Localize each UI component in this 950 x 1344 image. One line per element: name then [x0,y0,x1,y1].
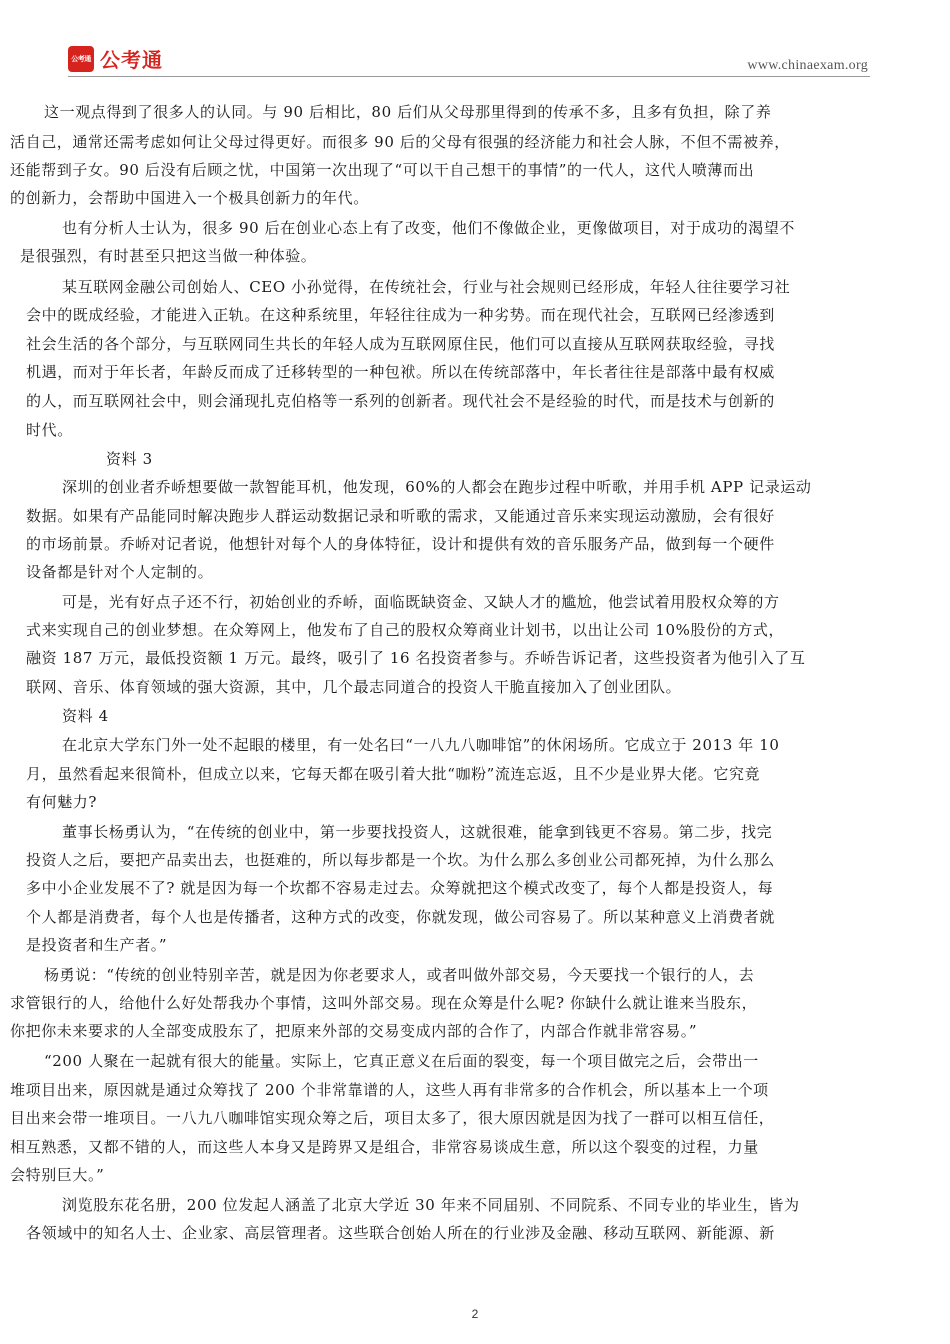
text-line: 董事长杨勇认为，“在传统的创业中，第一步要找投资人，这就很难，能拿到钱更不容易。第二步，找完 [62,823,773,841]
text-line: 深圳的创业者乔峤想要做一款智能耳机，他发现，60%的人都会在跑步过程中听歌，并用手机 APP 记录运动 [62,478,812,496]
logo-badge-icon: 公考通 [68,46,94,72]
text-line: 多中小企业发展不了? 就是因为每一个坎都不容易走过去。众筹就把这个模式改变了，每个人都是投资人，每 [26,879,774,897]
section-heading-3: 资料 3 [106,450,153,468]
page-number: 2 [471,1307,479,1321]
text-line: 活自己，通常还需考虑如何让父母过得更好。而很多 90 后的父母有很强的经济能力和社会人脉，不但不需被养， [10,133,790,151]
text-line: 堆项目出来，原因就是通过众筹找了 200 个非常靠谱的人，这些人再有非常多的合作机会，所以基本上一个项 [10,1081,769,1099]
text-line: 浏览股东花名册，200 位发起人涵盖了北京大学近 30 年来不同届别、不同院系、不同专业的毕业生，皆为 [62,1196,800,1214]
logo-text: 公考通 [100,48,163,72]
text-line: 时代。 [26,421,73,439]
text-line: 杨勇说：“传统的创业特别辛苦，就是因为你老要求人，或者叫做外部交易，今天要找一个银行的人，去 [44,966,755,984]
text-line: 融资 187 万元，最低投资额 1 万元。最终，吸引了 16 名投资者参与。乔峤告诉记者，这些投资者为他引入了互 [26,649,806,667]
text-line: 的人，而互联网社会中，则会涌现扎克伯格等一系列的创新者。现代社会不是经验的时代，而是技术与创新的 [26,392,775,410]
page-header [68,38,870,78]
section-heading-4: 资料 4 [62,707,109,725]
text-line: 可是，光有好点子还不行，初始创业的乔峤，面临既缺资金、又缺人才的尴尬，他尝试着用股权众筹的方 [62,593,780,611]
text-line: 是很强烈，有时甚至只把这当做一种体验。 [20,247,317,265]
text-line: 机遇，而对于年长者，年龄反而成了迁移转型的一种包袱。所以在传统部落中，年长者往往是部落中最有权威 [26,363,775,381]
text-line: 联网、音乐、体育领域的强大资源，其中，几个最志同道合的投资人干脆直接加入了创业团队。 [26,678,682,696]
text-line: 会中的既成经验，才能进入正轨。在这种系统里，年轻往往成为一种劣势。而在现代社会，互联网已经渗透到 [26,306,775,324]
text-line: 目出来会带一堆项目。一八九八咖啡馆实现众筹之后，项目太多了，很大原因就是因为找了一群可以相互信任， [10,1109,775,1127]
text-line: 你把你未来要求的人全部变成股东了，把原来外部的交易变成内部的合作了，内部合作就非常容易。” [10,1022,698,1040]
text-line: 有何魅力? [26,793,98,811]
text-line: 在北京大学东门外一处不起眼的楼里，有一处名曰“一八九八咖啡馆”的休闲场所。它成立于 2013 年 10 [62,736,780,754]
text-line: 个人都是消费者，每个人也是传播者，这种方式的改变，你就发现，做公司容易了。所以某种意义上消费者就 [26,908,775,926]
text-line: 的市场前景。乔峤对记者说，他想针对每个人的身体特征，设计和提供有效的音乐服务产品，做到每一个硬件 [26,535,775,553]
text-line: 各领域中的知名人士、企业家、高层管理者。这些联合创始人所在的行业涉及金融、移动互联网、新能源、新 [26,1224,775,1242]
text-line: 社会生活的各个部分，与互联网同生共长的年轻人成为互联网原住民，他们可以直接从互联网获取经验，寻找 [26,335,775,353]
text-line: “200 人聚在一起就有很大的能量。实际上，它真正意义在后面的裂变，每一个项目做完之后，会带出一 [44,1052,759,1070]
text-line: 数据。如果有产品能同时解决跑步人群运动数据记录和听歌的需求，又能通过音乐来实现运动激励，会有很好 [26,507,775,525]
text-line: 这一观点得到了很多人的认同。与 90 后相比，80 后们从父母那里得到的传承不多，且多有负担，除了养 [44,103,772,121]
text-line: 是投资者和生产者。” [26,936,168,954]
header-divider [68,76,870,77]
text-line: 还能帮到子女。90 后没有后顾之忧，中国第一次出现了“可以干自己想干的事情”的一代人，这代人喷薄而出 [10,161,755,179]
text-line: 式来实现自己的创业梦想。在众筹网上，他发布了自己的股权众筹商业计划书，以出让公司 10%股份的方式， [26,621,785,639]
text-line: 的创新力，会帮助中国进入一个极具创新力的年代。 [10,189,369,207]
brand-logo[interactable] [68,44,163,73]
text-line: 也有分析人士认为，很多 90 后在创业心态上有了改变，他们不像做企业，更像做项目，对于成功的渴望不 [62,219,796,237]
text-line: 设备都是针对个人定制的。 [26,563,214,581]
site-url[interactable]: www.chinaexam.org [747,58,868,73]
text-line: 某互联网金融公司创始人、CEO 小孙觉得，在传统社会，行业与社会规则已经形成，年轻人往往要学习社 [62,278,791,296]
text-line: 求管银行的人，给他什么好处帮我办个事情，这叫外部交易。现在众筹是什么呢? 你缺什么就让谁来当股东， [10,994,758,1012]
text-line: 会特别巨大。” [10,1166,105,1184]
text-line: 投资人之后，要把产品卖出去，也挺难的，所以每步都是一个坎。为什么那么多创业公司都死掉，为什么那么 [26,851,775,869]
text-line: 相互熟悉，又都不错的人，而这些人本身又是跨界又是组合，非常容易谈成生意，所以这个裂变的过程，力量 [10,1138,759,1156]
text-line: 月，虽然看起来很简朴，但成立以来，它每天都在吸引着大批“咖粉”流连忘返，且不少是业界大佬。它究竟 [26,765,761,783]
